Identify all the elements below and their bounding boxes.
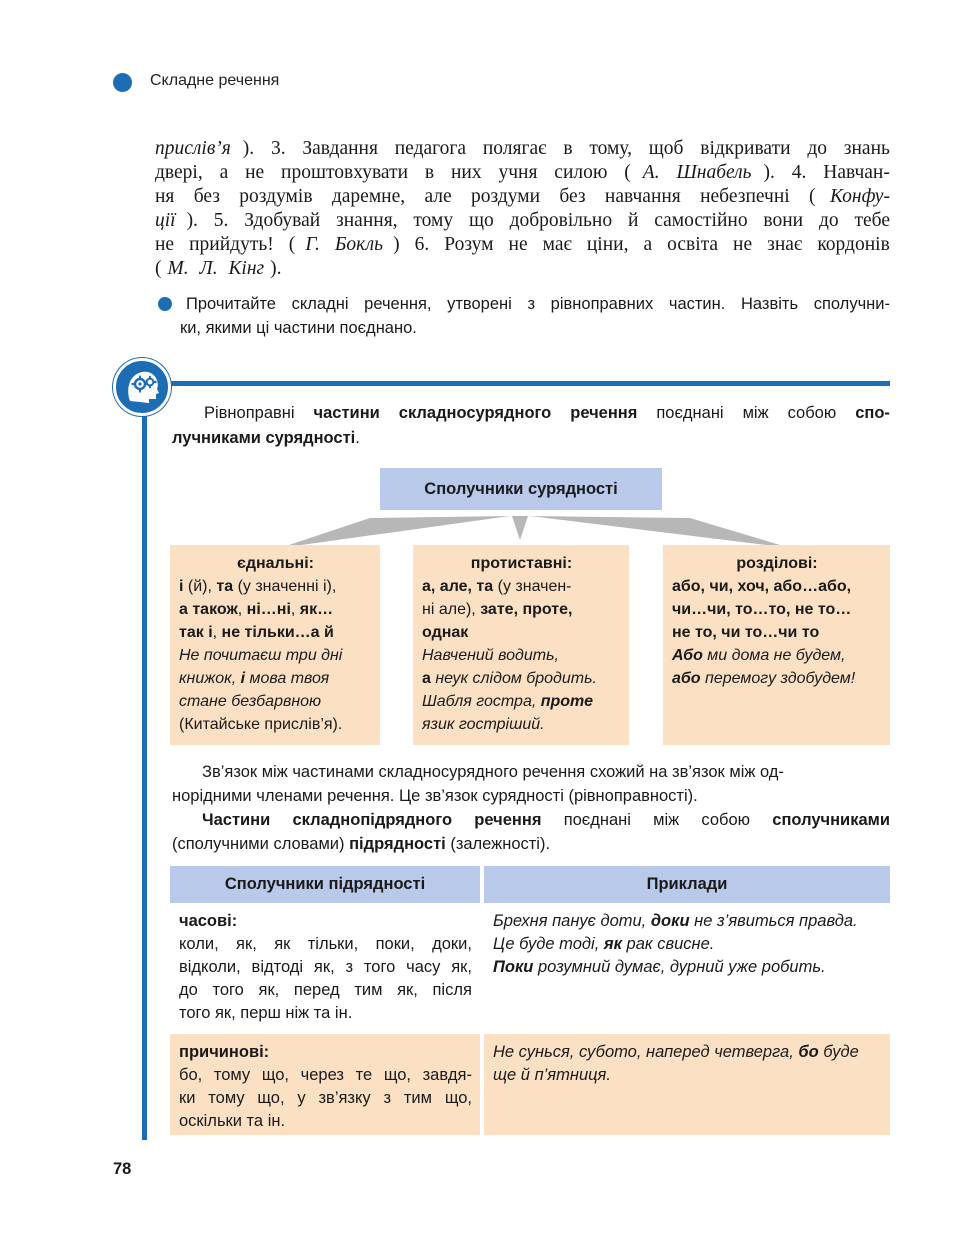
box-line	[422, 575, 621, 598]
text-run: Поки	[493, 958, 534, 976]
text-run: у	[297, 1089, 306, 1107]
paragraph-line	[155, 161, 890, 185]
text-run: 4.	[791, 162, 812, 183]
text-run: тебе	[854, 210, 890, 231]
box-line	[179, 621, 372, 644]
conjunction-line: того як, перш ніж та ін.	[179, 1004, 353, 1022]
text-run: (Китайське прислів’я).	[179, 716, 343, 733]
text-run: ).	[763, 162, 780, 183]
example-line	[493, 1064, 882, 1087]
text-run: Завдання	[302, 138, 383, 159]
text-run: (у значен-	[493, 578, 572, 595]
text-run: ,	[212, 624, 222, 641]
text-run: між	[653, 811, 680, 829]
text-run: лучниками сурядності	[172, 429, 356, 447]
text-run: освіта	[667, 234, 723, 255]
text-run: кордонів	[817, 234, 890, 255]
text-run: поєднані	[563, 811, 631, 829]
text-run: (	[809, 186, 816, 207]
text-run: книжок,	[179, 670, 241, 687]
box-line	[179, 644, 372, 667]
conjunction-line	[179, 1064, 472, 1087]
table-cell-examples	[484, 1034, 890, 1135]
text-run: Не почитаєш три дні	[179, 647, 343, 664]
text-run: як,	[397, 981, 418, 999]
conjunction-box-disjunctive	[663, 545, 890, 745]
table-cell-conjunctions	[170, 1034, 480, 1135]
box-line	[179, 575, 372, 598]
text-run: Брехня панує доти,	[493, 912, 651, 930]
text-run: й	[627, 210, 644, 231]
text-run: тим	[354, 981, 383, 999]
text-run: та	[216, 578, 234, 595]
box-line	[422, 598, 621, 621]
text-run: без	[193, 186, 225, 207]
text-run: не то, чи то…чи то	[672, 624, 820, 641]
paragraph-line	[155, 257, 890, 281]
paragraph-line	[155, 137, 890, 161]
text-run: двері,	[155, 162, 208, 183]
box-line	[422, 621, 621, 644]
example-line	[493, 910, 882, 933]
text-run: щоб	[648, 138, 689, 159]
conjunction-line	[179, 933, 472, 956]
text-run: ції	[155, 210, 176, 231]
text-run: а також	[179, 601, 238, 618]
text-run: .	[355, 429, 360, 447]
paragraph-line	[155, 233, 890, 257]
text-run: Здобувай	[244, 210, 326, 231]
rule-line-2	[172, 426, 890, 451]
text-run: відтоді	[251, 958, 304, 976]
text-run: не тільки…а й	[221, 624, 334, 641]
text-run: ціни,	[586, 234, 634, 255]
text-run: складні	[291, 295, 349, 313]
text-run: речення,	[364, 295, 432, 313]
text-run: а	[219, 162, 234, 183]
text-run: Шнабель	[676, 162, 752, 183]
text-run: полягає	[482, 138, 552, 159]
conjunction-type: причинові:	[179, 1043, 270, 1061]
conjunction-box-adversative	[413, 545, 629, 745]
text-run: роздумів	[239, 186, 318, 207]
text-run: до	[807, 138, 832, 159]
text-run: не	[155, 234, 179, 255]
text-run: Бокль	[334, 234, 384, 255]
text-run: добровільно	[509, 210, 617, 231]
text-run: А.	[642, 162, 665, 183]
conjunction-box-connective	[170, 545, 380, 745]
text-paragraph	[155, 137, 890, 281]
box-line	[672, 667, 882, 690]
text-run: як,	[236, 935, 257, 953]
text-run: не з’явиться правда.	[689, 912, 858, 930]
text-run: і	[240, 670, 246, 687]
text-run: самостійно	[654, 210, 753, 231]
text-run: (залежності).	[445, 835, 551, 853]
text-run: ки	[179, 1089, 196, 1107]
middle-line-1: Зв’язок між частинами складносурядного речення схожий на зв’язок між од-	[202, 763, 784, 781]
text-run: знає	[767, 234, 808, 255]
text-run: язик гостріший.	[422, 716, 545, 733]
text-run: відколи,	[179, 958, 241, 976]
text-run: перемогу здобудем!	[700, 670, 856, 687]
text-run: Це буде тоді,	[493, 935, 604, 953]
text-run: речення	[474, 811, 542, 829]
text-run: Л.	[199, 258, 223, 279]
text-run: як,	[258, 981, 280, 999]
text-run: Не сунься, субото, наперед четверга,	[493, 1043, 799, 1061]
text-run: але	[424, 186, 457, 207]
text-run: до	[818, 210, 844, 231]
page-number: 78	[113, 1160, 132, 1178]
text-run: ми дома не будем,	[702, 647, 846, 664]
table-cell-examples	[484, 903, 890, 1030]
box-line	[179, 690, 372, 713]
text-run: з	[383, 1089, 392, 1107]
example-line	[493, 1041, 882, 1064]
text-run: Г.	[305, 234, 325, 255]
text-run: не	[508, 234, 533, 255]
text-run: рівноправних	[550, 295, 654, 313]
text-run: мова твоя	[245, 670, 330, 687]
example-line	[493, 956, 882, 979]
text-run: знань	[843, 138, 890, 159]
text-run: а	[643, 234, 657, 255]
text-run: розумний думає, дурний уже робить.	[533, 958, 826, 976]
box-line	[672, 644, 882, 667]
text-run: доки,	[432, 935, 472, 953]
text-run: в	[424, 162, 439, 183]
box-heading: розділові:	[736, 555, 818, 572]
conjunction-type: часові:	[179, 912, 238, 930]
text-run: бо	[798, 1043, 819, 1061]
text-run: коли,	[179, 935, 219, 953]
text-run: або, чи, хоч, або…або,	[672, 578, 852, 595]
text-run: не	[245, 162, 270, 183]
text-run: не	[733, 234, 758, 255]
rule-definition	[172, 401, 890, 451]
text-run: відкривати	[700, 138, 796, 159]
text-run: або	[672, 670, 701, 687]
text-run: Назвіть	[740, 295, 799, 313]
text-run: без	[559, 186, 591, 207]
text-run: ні…ні	[246, 601, 291, 618]
box-line	[422, 713, 621, 736]
text-run: а	[422, 670, 431, 687]
text-run: через	[300, 1066, 344, 1084]
text-run: силою	[554, 162, 613, 183]
text-run: завдя-	[422, 1066, 472, 1084]
box-line	[672, 575, 882, 598]
text-run: 5.	[213, 210, 234, 231]
paragraph-line	[155, 209, 890, 233]
text-run: рак свисне.	[621, 935, 715, 953]
text-run: них	[450, 162, 487, 183]
text-run: тільки,	[307, 935, 359, 953]
table-header-conjunctions: Сполучники підрядності	[170, 866, 480, 903]
text-run: проте	[540, 693, 593, 710]
rule-side-line	[142, 386, 147, 1140]
text-run: (	[155, 258, 162, 279]
text-run: доки	[650, 912, 690, 930]
text-run: роздуми	[470, 186, 545, 207]
text-run: з	[345, 958, 354, 976]
text-run: собою	[701, 811, 751, 829]
text-run: має	[542, 234, 577, 255]
text-run: Навчений водить,	[422, 647, 559, 664]
conjunction-line: оскільки та ін.	[179, 1112, 286, 1130]
text-run: )	[393, 234, 405, 255]
text-run: складносурядного	[398, 404, 552, 422]
table-cell-conjunctions	[170, 903, 480, 1030]
text-run: поки,	[375, 935, 415, 953]
text-run: (сполучними словами)	[172, 835, 350, 853]
box-line	[179, 667, 372, 690]
text-run: Частини	[202, 811, 271, 829]
bullet-dot-icon	[113, 73, 132, 92]
text-run: ).	[186, 210, 203, 231]
text-run: Навчан-	[823, 162, 890, 183]
box-line	[179, 598, 372, 621]
task-line-1	[186, 292, 890, 316]
text-run: проштовхувати	[281, 162, 413, 183]
rule-top-line	[142, 381, 890, 386]
text-run: неук слідом бродить.	[430, 670, 597, 687]
text-run: ,	[290, 601, 300, 618]
head-gears-icon	[113, 358, 171, 416]
middle-paragraph	[172, 760, 890, 856]
text-run: учня	[498, 162, 543, 183]
text-run: між	[742, 404, 769, 422]
scheme-connectors	[170, 510, 890, 550]
text-run: до	[179, 981, 198, 999]
text-run: так і	[179, 624, 213, 641]
text-run: складнопідрядного	[292, 811, 453, 829]
text-run: М.	[167, 258, 194, 279]
text-run: бо,	[179, 1066, 203, 1084]
text-run: ,	[237, 601, 247, 618]
text-run: ня	[155, 186, 180, 207]
text-run: Рівноправні	[204, 404, 295, 422]
text-run: ).	[270, 258, 282, 279]
text-run: ні але),	[422, 601, 481, 618]
box-heading: єднальні:	[237, 555, 314, 572]
text-run: Прочитайте	[186, 295, 276, 313]
text-run: як,	[451, 958, 472, 976]
box-line	[179, 713, 372, 736]
text-run: собою	[787, 404, 837, 422]
text-run: частини	[313, 404, 380, 422]
text-run: як	[603, 935, 622, 953]
text-run: Кінг	[228, 258, 265, 279]
text-run: навчання	[604, 186, 686, 207]
example-line	[493, 933, 882, 956]
text-run: 6.	[414, 234, 435, 255]
text-run: зв’язку	[318, 1089, 371, 1107]
text-run: тому	[208, 1089, 245, 1107]
box-line	[422, 667, 621, 690]
text-run: в	[563, 138, 578, 159]
text-run: після	[432, 981, 472, 999]
text-run: що	[468, 210, 499, 231]
text-run: Шабля гостра,	[422, 693, 541, 710]
text-run: тому,	[589, 138, 637, 159]
text-run: що,	[444, 1089, 472, 1107]
text-run: прийдуть!	[189, 234, 279, 255]
bullet-dot-icon	[158, 297, 172, 311]
text-run: 3.	[270, 138, 291, 159]
section-title: Складне речення	[150, 72, 280, 89]
text-run: поєднані	[656, 404, 724, 422]
box-line	[422, 644, 621, 667]
text-run: Конфу-	[829, 186, 890, 207]
text-run: сполучни-	[813, 295, 890, 313]
text-run: прислів’я	[155, 138, 231, 159]
text-run: однак	[422, 624, 469, 641]
text-run: буде	[818, 1043, 859, 1061]
text-run: з	[527, 295, 536, 313]
text-run: (	[624, 162, 631, 183]
middle-line-3	[172, 808, 890, 832]
conjunction-line	[179, 979, 472, 1002]
text-run: Розум	[444, 234, 499, 255]
text-run: частин.	[668, 295, 726, 313]
table-header-examples: Приклади	[484, 866, 890, 903]
conjunction-line	[179, 1087, 472, 1110]
text-run: даремне,	[331, 186, 411, 207]
text-run: ).	[242, 138, 260, 159]
middle-line-4	[172, 832, 890, 856]
text-run: що,	[261, 1066, 289, 1084]
task-text	[180, 292, 890, 340]
paragraph-line	[155, 185, 890, 209]
text-run: небезпечні	[700, 186, 795, 207]
text-run: утворені	[447, 295, 512, 313]
text-run: як…	[299, 601, 334, 618]
middle-line-2: норідними членами речення. Це зв’язок сурядності (рівноправності).	[172, 787, 698, 805]
text-run: того	[212, 981, 244, 999]
rule-line-1	[172, 401, 890, 426]
text-run: тому	[413, 210, 458, 231]
text-run: тому	[213, 1066, 251, 1084]
text-run: а, але, та	[422, 578, 494, 595]
text-run: (й),	[183, 578, 217, 595]
text-run: що,	[383, 1066, 411, 1084]
text-run: тим	[403, 1089, 432, 1107]
scheme-title: Сполучники сурядності	[380, 468, 662, 510]
text-run: (у значенні і),	[233, 578, 337, 595]
text-run: часу	[406, 958, 441, 976]
text-run: чи…чи, то…то, не то…	[672, 601, 852, 618]
text-run: як	[274, 935, 291, 953]
text-run: і	[179, 578, 184, 595]
text-run: підрядності	[349, 835, 446, 853]
text-run: ще й п’ятниця.	[493, 1066, 611, 1084]
box-line	[422, 690, 621, 713]
text-run: вони	[763, 210, 808, 231]
text-run: сполучниками	[772, 811, 890, 829]
box-heading: протиставні:	[470, 555, 573, 572]
text-run: (	[288, 234, 296, 255]
text-run: як,	[313, 958, 335, 976]
text-run: перед	[293, 981, 340, 999]
text-run: педагога	[394, 138, 471, 159]
task-line-2: ки, якими ці частини поєднано.	[180, 319, 417, 337]
conjunction-line	[179, 956, 472, 979]
text-run: речення	[570, 404, 638, 422]
text-run: спо-	[855, 404, 890, 422]
box-line	[672, 621, 882, 644]
text-run: знання,	[336, 210, 403, 231]
text-run: що,	[257, 1089, 285, 1107]
box-line	[672, 598, 882, 621]
text-run: стане безбарвною	[179, 693, 322, 710]
text-run: зате, проте,	[480, 601, 573, 618]
text-run: того	[363, 958, 396, 976]
text-run: те	[355, 1066, 373, 1084]
text-run: Або	[672, 647, 703, 664]
